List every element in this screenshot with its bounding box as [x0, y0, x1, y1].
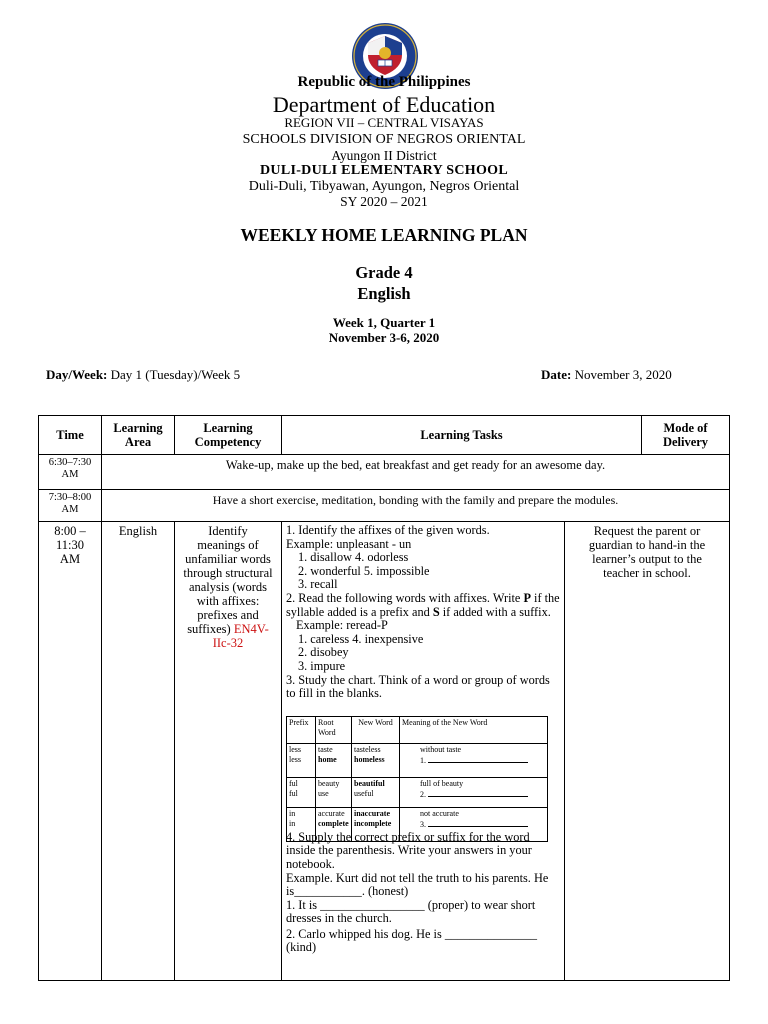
- task-1-items-a: 1. disallow 4. odorless: [298, 550, 409, 565]
- time-cell: 6:30–7:30 AM: [48, 457, 92, 480]
- date-line: [541, 367, 672, 383]
- time-cell: 8:00 – 11:30 AM: [54, 524, 86, 566]
- task-1-items-b: 2. wonderful 5. impossible: [298, 563, 430, 578]
- chart-prefix-cell: in in: [289, 809, 296, 828]
- chart-header-prefix: Prefix: [289, 718, 309, 727]
- affix-chart-header: [287, 717, 547, 743]
- task-4-item-2: 2. Carlo whipped his dog. He is _______________ (kind): [286, 926, 538, 955]
- table-row: [39, 489, 729, 521]
- table-row: [39, 454, 729, 489]
- affix-chart-row: [287, 807, 547, 841]
- chart-new-cell: inaccurate incomplete: [351, 808, 399, 841]
- table-header-row: [39, 416, 729, 454]
- task-2-example: Example: reread-P: [296, 618, 388, 633]
- subject-label: English: [357, 284, 411, 303]
- task-3: 3. Study the chart. Think of a word or group of words to fill in the blanks.: [286, 672, 550, 701]
- division-heading: SCHOOLS DIVISION OF NEGROS ORIENTAL: [242, 132, 526, 147]
- republic-heading: Republic of the Philippines: [297, 74, 471, 90]
- task-2: 2. Read the following words with affixes. Write P if the syllable added is a prefix and S if added with a suffix.: [286, 590, 560, 619]
- header-learning-tasks: Learning Tasks: [281, 416, 641, 454]
- task-4-example: Example. Kurt did not tell the truth to his parents. He is___________. (honest): [286, 870, 549, 899]
- learning-area-cell: English: [101, 522, 174, 981]
- task-2-item-2: 2. disobey: [298, 645, 349, 660]
- header-mode-of-delivery: Mode of Delivery: [641, 416, 729, 454]
- mode-of-delivery-cell: Request the parent or guardian to hand-in the learner’s output to the teacher in school.: [564, 522, 729, 981]
- affix-chart: [286, 716, 548, 842]
- chart-header-root: Root Word: [315, 717, 351, 743]
- header-learning-area: Learning Area: [101, 416, 174, 454]
- chart-new-cell: beautiful useful: [351, 778, 399, 807]
- day-week-label: Day/Week:: [46, 367, 108, 382]
- learning-plan-table: [38, 415, 730, 981]
- school-year: SY 2020 – 2021: [340, 194, 428, 209]
- chart-header-new: New Word: [351, 717, 399, 743]
- learning-competency-cell: [174, 522, 281, 981]
- chart-meaning-cell: without taste 1.: [399, 744, 547, 777]
- day-week-value: Day 1 (Tuesday)/Week 5: [110, 367, 241, 382]
- competency-code: EN4V-IIc-32: [212, 622, 269, 650]
- chart-root-cell: taste home: [315, 744, 351, 777]
- task-2-item-1: 1. careless 4. inexpensive: [298, 631, 424, 646]
- task-1-example: Example: unpleasant - un: [286, 536, 412, 551]
- task-1-items-c: 3. recall: [298, 577, 338, 592]
- date-range-label: November 3-6, 2020: [328, 330, 440, 345]
- competency-text: Identify meanings of unfamiliar words through structural analysis (words with affixes: prefixes and suffixes): [183, 524, 273, 636]
- chart-meaning-cell: full of beauty 2.: [399, 778, 547, 807]
- district-heading: Ayungon II District: [331, 148, 437, 163]
- department-heading: Department of Education: [272, 92, 496, 117]
- date-value: November 3, 2020: [574, 367, 672, 382]
- region-heading: REGION VII – CENTRAL VISAYAS: [284, 115, 484, 130]
- activity-cell: Wake-up, make up the bed, eat breakfast and get ready for an awesome day.: [101, 455, 729, 489]
- header-learning-competency: Learning Competency: [174, 416, 281, 454]
- date-label: Date:: [541, 367, 572, 382]
- chart-prefix-cell: ful ful: [289, 779, 298, 798]
- affix-chart-row: [287, 777, 547, 807]
- day-week-line: [46, 367, 240, 383]
- document-title: WEEKLY HOME LEARNING PLAN: [240, 225, 528, 245]
- chart-new-cell: tasteless homeless: [351, 744, 399, 777]
- school-address: Duli-Duli, Tibyawan, Ayungon, Negros Oriental: [248, 179, 520, 194]
- chart-prefix-cell: less less: [289, 745, 301, 764]
- week-quarter-label: Week 1, Quarter 1: [332, 315, 436, 330]
- task-4: 4. Supply the correct prefix or suffix for the word inside the parenthesis. Write your answers in your notebook.: [286, 829, 532, 871]
- affix-chart-row: [287, 743, 547, 777]
- chart-meaning-cell: not accurate 3.: [399, 808, 547, 841]
- task-4-item-1: 1. It is _________________ (proper) to wear short dresses in the church.: [286, 897, 536, 926]
- header-time: Time: [56, 428, 84, 442]
- school-name: DULI-DULI ELEMENTARY SCHOOL: [260, 163, 508, 178]
- chart-root-cell: beauty use: [315, 778, 351, 807]
- task-1: 1. Identify the affixes of the given words.: [286, 523, 490, 537]
- chart-header-meaning: Meaning of the New Word: [399, 717, 547, 743]
- time-cell: 7:30–8:00 AM: [48, 492, 92, 515]
- grade-label: Grade 4: [355, 263, 413, 282]
- chart-root-cell: accurate complete: [315, 808, 351, 841]
- task-2-item-3: 3. impure: [298, 658, 346, 673]
- activity-cell: Have a short exercise, meditation, bonding with the family and prepare the modules.: [101, 490, 729, 521]
